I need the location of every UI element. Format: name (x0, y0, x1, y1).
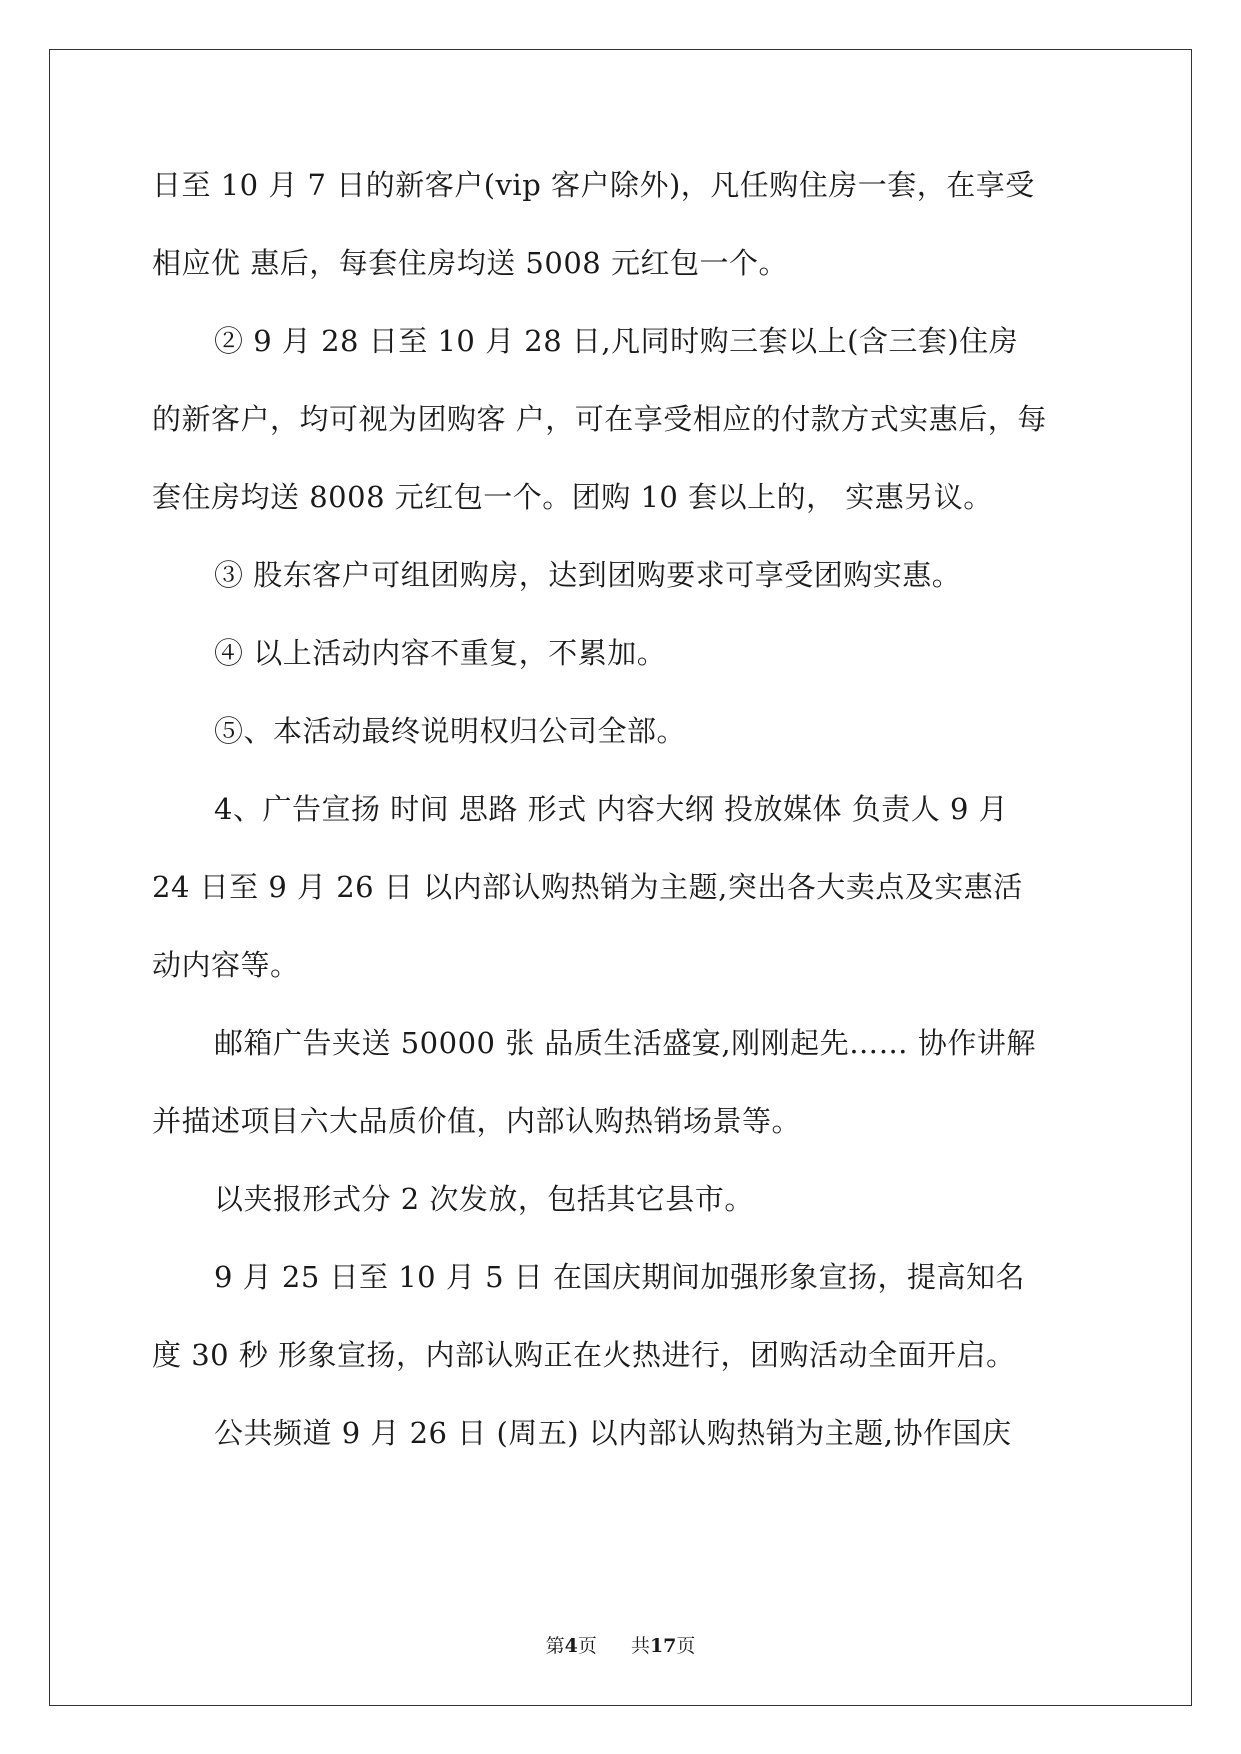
text-line-5: 套住房均送 8008 元红包一个。团购 10 套以上的， 实惠另议。 (152, 480, 993, 514)
text-line-11: 动内容等。 (152, 948, 300, 982)
text-line-12: 邮箱广告夹送 50000 张 品质生活盛宴,刚刚起先…… 协作讲解 (214, 1026, 1036, 1060)
text-line-8: ⑤、本活动最终说明权归公司全部。 (214, 714, 687, 748)
document-body (152, 158, 1087, 1484)
footer-page-current: 4 (564, 1635, 578, 1657)
footer-page-prefix: 第 (545, 1635, 565, 1657)
text-line-3: ② 9 月 28 日至 10 月 28 日,凡同时购三套以上(含三套)住房 (214, 324, 1019, 358)
footer-total-suffix: 页 (676, 1635, 696, 1657)
page-footer (0, 1634, 1241, 1658)
text-line-6: ③ 股东客户可组团购房，达到团购要求可享受团购实惠。 (214, 558, 962, 592)
text-line-17: 公共频道 9 月 26 日 (周五) 以内部认购热销为主题,协作国庆 (214, 1416, 1012, 1450)
text-line-14: 以夹报形式分 2 次发放，包括其它县市。 (214, 1182, 754, 1216)
footer-page-total: 17 (649, 1635, 677, 1657)
text-line-1: 日至 10 月 7 日的新客户(vip 客户除外)，凡任购住房一套，在享受 (152, 168, 1035, 202)
text-line-10: 24 日至 9 月 26 日 以内部认购热销为主题,突出各大卖点及实惠活 (152, 870, 1023, 904)
text-line-7: ④ 以上活动内容不重复，不累加。 (214, 636, 667, 670)
text-line-9: 4、广告宣扬 时间 思路 形式 内容大纲 投放媒体 负责人 9 月 (214, 792, 1009, 826)
footer-total-prefix: 共 (630, 1635, 650, 1657)
footer-page-suffix: 页 (577, 1635, 597, 1657)
text-line-13: 并描述项目六大品质价值，内部认购热销场景等。 (152, 1104, 802, 1138)
text-line-2: 相应优 惠后，每套住房均送 5008 元红包一个。 (152, 246, 788, 280)
text-line-15: 9 月 25 日至 10 月 5 日 在国庆期间加强形象宣扬，提高知名 (214, 1260, 1025, 1294)
text-line-4: 的新客户，均可视为团购客 户，可在享受相应的付款方式实惠后，每 (152, 402, 1047, 436)
text-line-16: 度 30 秒 形象宣扬，内部认购正在火热进行，团购活动全面开启。 (152, 1338, 1016, 1372)
